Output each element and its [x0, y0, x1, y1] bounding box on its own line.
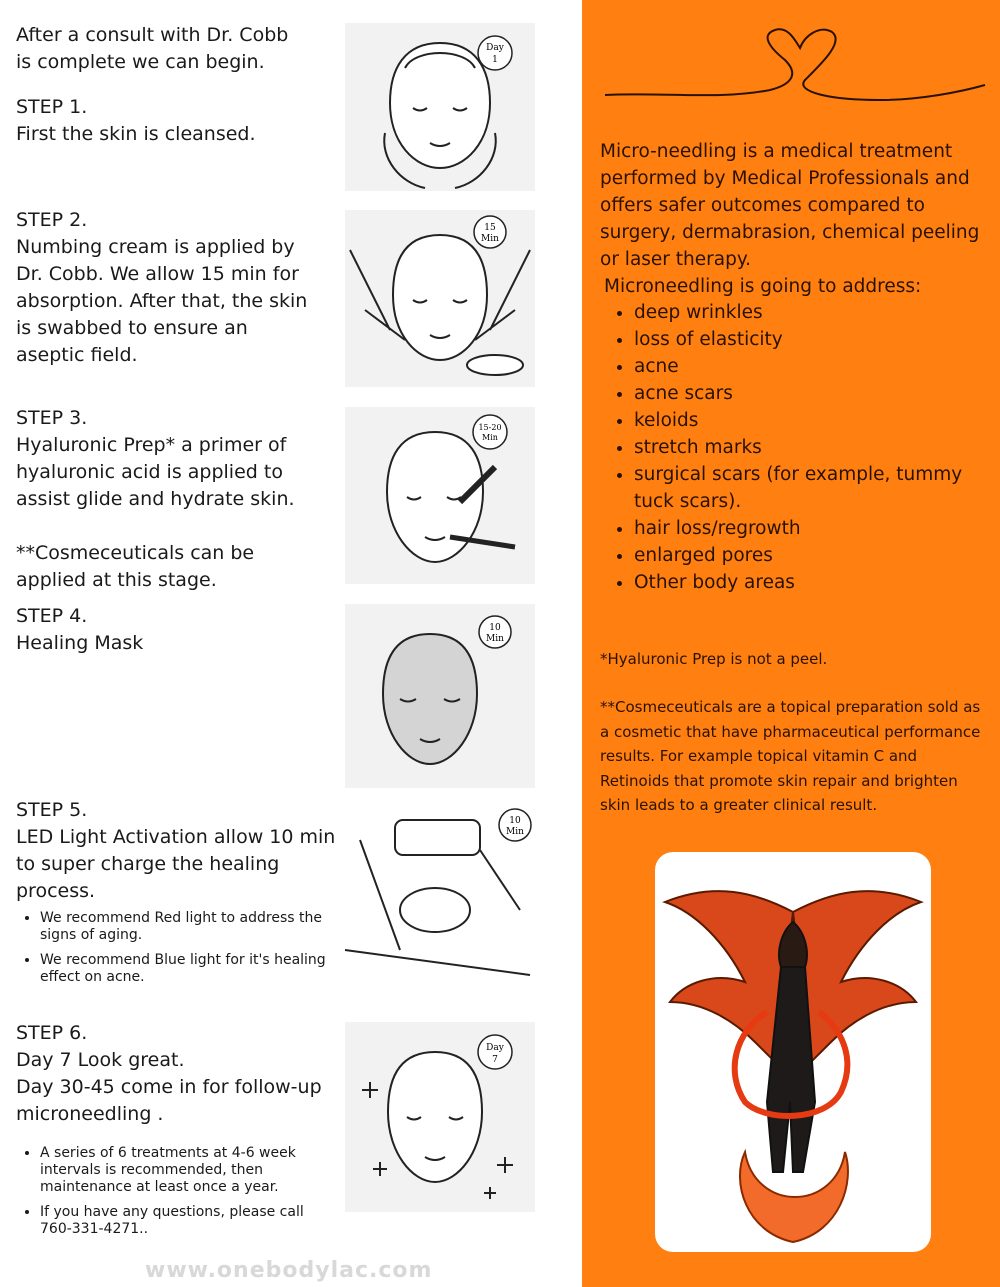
numbing-cream-face-icon [345, 210, 535, 387]
step-3-note-line: applied at this stage. [16, 569, 217, 591]
day-badge-top: Day [486, 1043, 504, 1053]
step-6-heading: STEP 6. [16, 1022, 88, 1044]
step-6-bullets [18, 1145, 330, 1246]
led-light-device-icon [340, 800, 535, 985]
step-2-heading: STEP 2. [16, 209, 88, 231]
conditions-list [610, 299, 994, 596]
step-3-line: Hyaluronic Prep* a primer of [16, 434, 287, 456]
intro-text [16, 22, 288, 76]
step-1-text [16, 94, 256, 148]
list-item: • deep wrinkles [634, 299, 994, 326]
step-3-text [16, 405, 295, 594]
min-badge-bottom: Min [481, 234, 499, 244]
healing-mask-face-icon [345, 604, 535, 788]
step-3-illustration [345, 407, 535, 584]
serum-dropper-face-icon [345, 407, 535, 584]
list-item: • hair loss/regrowth [634, 515, 994, 542]
step-3-line: assist glide and hydrate skin. [16, 488, 295, 510]
list-item: • Other body areas [634, 569, 994, 596]
step-2-line: absorption. After that, the skin [16, 290, 308, 312]
step-5-line: LED Light Activation allow 10 min [16, 826, 336, 848]
list-item: • If you have any questions, please call 760-331-4271.. [40, 1204, 330, 1238]
intro-line-1: After a consult with Dr. Cobb [16, 24, 289, 46]
cleansing-face-icon [345, 23, 535, 191]
list-item: • acne scars [634, 380, 994, 407]
step-2-text [16, 207, 307, 369]
phoenix-woman-icon [655, 852, 931, 1252]
step-5-line: process. [16, 880, 96, 902]
step-6-illustration [345, 1022, 535, 1212]
step-5-text [16, 797, 335, 905]
step-4-text [16, 603, 143, 657]
step-1-illustration [345, 23, 535, 191]
spacer [16, 513, 295, 540]
min-badge-bottom: Min [486, 634, 504, 644]
day-badge-bottom: 1 [492, 55, 498, 65]
step-2-illustration [345, 210, 535, 387]
heart-line-icon [600, 20, 990, 110]
step-1-line: First the skin is cleansed. [16, 123, 256, 145]
step-2-line: is swabbed to ensure an [16, 317, 248, 339]
step-1-heading: STEP 1. [16, 96, 88, 118]
step-2-line: Dr. Cobb. We allow 15 min for [16, 263, 299, 285]
step-4-illustration [345, 604, 535, 788]
step-6-line: Day 30-45 come in for follow-up [16, 1076, 322, 1098]
min-badge-bottom: Min [482, 433, 498, 442]
list-item: • We recommend Red light to address the signs of aging. [40, 910, 350, 944]
list-item: • A series of 6 treatments at 4-6 week intervals is recommended, then maintenance at least once a year. [40, 1145, 330, 1196]
list-item: • loss of elasticity [634, 326, 994, 353]
step-4-line: Healing Mask [16, 632, 144, 654]
min-badge-top: 10 [509, 816, 521, 826]
hyaluronic-note: *Hyaluronic Prep is not a peel. [600, 650, 828, 668]
address-heading: Microneedling is going to address: [604, 276, 922, 297]
step-3-line: hyaluronic acid is applied to [16, 461, 283, 483]
step-5-illustration [340, 800, 535, 985]
list-item: • keloids [634, 407, 994, 434]
min-badge-top: 15 [484, 223, 496, 233]
step-6-text [16, 1020, 322, 1128]
cosmeceuticals-note: **Cosmeceuticals are a topical preparation sold as a cosmetic that have pharmaceutical performance results. For example topical vitamin C and Retinoids that promote skin repair and brighten skin leads to a greater clinical result. [600, 698, 981, 814]
microneedling-intro: Micro-needling is a medical treatment performed by Medical Professionals and offers safer outcomes compared to surgery, dermabrasion, chemical peeling or laser therapy. [600, 141, 980, 270]
phoenix-image-card [655, 852, 931, 1252]
step-5-line: to super charge the healing [16, 853, 280, 875]
step-2-line: Numbing cream is applied by [16, 236, 295, 258]
step-6-line: microneedling . [16, 1103, 164, 1125]
step-3-note-line: **Cosmeceuticals can be [16, 542, 255, 564]
step-5-bullets [18, 910, 350, 994]
step-6-line: Day 7 Look great. [16, 1049, 185, 1071]
min-badge-top: 10 [489, 623, 501, 633]
step-5-heading: STEP 5. [16, 799, 88, 821]
list-item: • enlarged pores [634, 542, 994, 569]
list-item: • We recommend Blue light for it's healing effect on acne. [40, 952, 350, 986]
list-item: • surgical scars (for example, tummy tuck scars). [634, 461, 994, 515]
day-badge-bottom: 7 [492, 1055, 498, 1065]
step-4-heading: STEP 4. [16, 605, 88, 627]
min-badge-bottom: Min [506, 827, 524, 837]
list-item: • acne [634, 353, 994, 380]
day-badge-top: Day [486, 43, 504, 53]
step-3-heading: STEP 3. [16, 407, 88, 429]
glowing-face-icon [345, 1022, 535, 1212]
intro-line-2: is complete we can begin. [16, 51, 265, 73]
min-badge-top: 15-20 [478, 423, 502, 432]
step-2-line: aseptic field. [16, 344, 138, 366]
website-footer[interactable]: www.onebodylac.com [145, 1258, 433, 1283]
list-item: • stretch marks [634, 434, 994, 461]
